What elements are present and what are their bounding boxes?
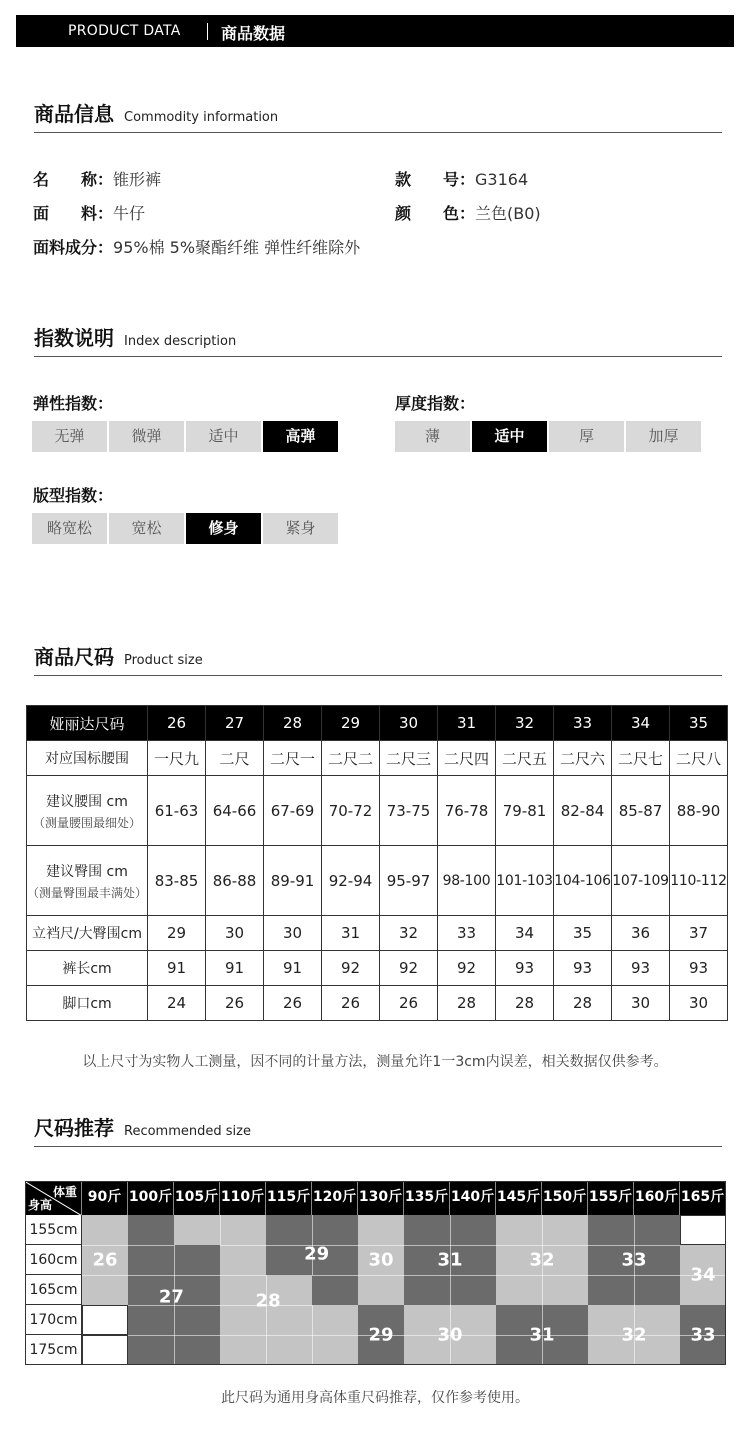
section-title-commodity-en: Commodity information — [124, 110, 279, 125]
grid-line — [542, 1215, 543, 1245]
fit-label: 版型指数： — [33, 486, 114, 505]
size-label: 27 — [158, 1286, 184, 1308]
corner-height-label: 身高 — [28, 1198, 53, 1212]
grid-cell — [266, 1215, 312, 1245]
size-label: 29 — [368, 1324, 394, 1346]
table-cell: 33 — [438, 916, 496, 951]
size-label: 26 — [92, 1249, 118, 1271]
size-header-cell: 29 — [322, 706, 380, 741]
size-header-cell: 30 — [380, 706, 438, 741]
table-cell: 31 — [322, 916, 380, 951]
table-cell: 28 — [496, 986, 554, 1021]
row-label-text: 建议臀围 cm — [46, 863, 128, 880]
info-color-value: 兰色(B0) — [475, 204, 541, 223]
grid-cell — [588, 1215, 634, 1245]
table-cell: 24 — [148, 986, 206, 1021]
weight-header: 105斤 — [174, 1181, 220, 1215]
size-label: 32 — [529, 1249, 555, 1271]
grid-cell — [312, 1305, 358, 1335]
row-label-note: （测量腰围最细处） — [32, 815, 141, 830]
grid-cell — [128, 1215, 174, 1245]
table-cell: 二尺七 — [612, 741, 670, 776]
grid-line — [634, 1215, 635, 1245]
table-row — [27, 741, 728, 776]
info-composition-key: 面料成分： — [33, 238, 114, 257]
section-divider — [34, 675, 722, 676]
grid-line — [542, 1275, 543, 1305]
table-cell: 92 — [438, 951, 496, 986]
grid-cell — [220, 1335, 266, 1365]
grid-cell — [312, 1275, 358, 1305]
row-label — [27, 986, 148, 1021]
height-header: 160cm — [25, 1245, 82, 1275]
table-cell: 26 — [322, 986, 380, 1021]
table-cell: 70-72 — [322, 776, 380, 846]
elasticity-label: 弹性指数： — [33, 394, 114, 413]
grid-cell — [496, 1275, 542, 1305]
grid-line — [450, 1215, 451, 1245]
table-cell: 30 — [206, 916, 264, 951]
size-label: 34 — [690, 1264, 716, 1286]
elasticity-scale — [32, 421, 338, 452]
grid-line — [358, 1245, 404, 1246]
grid-line — [358, 1275, 404, 1276]
info-style-no — [395, 167, 528, 190]
size-header-cell: 28 — [264, 706, 322, 741]
table-cell: 86-88 — [206, 846, 264, 916]
info-fabric — [33, 201, 145, 224]
weight-header: 165斤 — [680, 1181, 726, 1215]
recommend-footnote: 此尺码为通用身高体重尺码推荐，仅作参考使用。 — [221, 1390, 529, 1406]
weight-header: 110斤 — [220, 1181, 266, 1215]
table-cell: 82-84 — [554, 776, 612, 846]
fit-option: 修身 — [186, 513, 261, 544]
grid-line — [450, 1245, 496, 1246]
table-cell: 107-109 — [612, 846, 670, 916]
row-label-note: （测量臀围最丰满处） — [27, 885, 148, 900]
table-row — [27, 951, 728, 986]
table-cell: 35 — [554, 916, 612, 951]
table-cell: 79-81 — [496, 776, 554, 846]
grid-cell — [542, 1215, 588, 1245]
weight-header: 130斤 — [358, 1181, 404, 1215]
info-name-key: 名 称： — [33, 170, 114, 189]
table-cell: 34 — [496, 916, 554, 951]
size-label: 28 — [255, 1290, 281, 1312]
table-row — [27, 776, 728, 846]
size-label: 33 — [690, 1324, 716, 1346]
table-cell: 64-66 — [206, 776, 264, 846]
fit-option: 宽松 — [109, 513, 184, 544]
grid-cell — [358, 1275, 404, 1305]
info-style-value: G3164 — [475, 170, 529, 189]
table-cell: 一尺九 — [148, 741, 206, 776]
grid-cell — [450, 1275, 496, 1305]
row-label-text: 立裆尺/大臀围cm — [31, 926, 143, 942]
size-label: 30 — [437, 1324, 463, 1346]
row-label-text: 对应国标腰围 — [45, 751, 129, 767]
weight-header: 160斤 — [634, 1181, 680, 1215]
grid-line — [82, 1245, 128, 1246]
grid-cell — [82, 1215, 128, 1245]
grid-cell — [404, 1275, 450, 1305]
grid-line — [174, 1335, 175, 1365]
weight-header: 115斤 — [266, 1181, 312, 1215]
grid-cell — [542, 1275, 588, 1305]
table-cell: 二尺 — [206, 741, 264, 776]
thickness-option: 加厚 — [626, 421, 701, 452]
table-cell: 28 — [554, 986, 612, 1021]
elasticity-option: 微弹 — [109, 421, 184, 452]
table-cell: 29 — [148, 916, 206, 951]
grid-line — [542, 1275, 588, 1276]
grid-line — [496, 1245, 542, 1246]
section-divider — [34, 1146, 722, 1147]
grid-line — [266, 1335, 312, 1336]
fit-option: 紧身 — [263, 513, 338, 544]
grid-line — [312, 1275, 358, 1276]
table-cell: 110-112 — [670, 846, 728, 916]
table-cell: 93 — [612, 951, 670, 986]
thickness-option: 厚 — [549, 421, 624, 452]
grid-cell — [358, 1215, 404, 1245]
info-color — [395, 201, 541, 224]
thickness-option: 适中 — [472, 421, 547, 452]
thickness-label: 厚度指数： — [395, 394, 476, 413]
grid-cell — [174, 1245, 220, 1275]
weight-header: 120斤 — [312, 1181, 358, 1215]
table-cell: 92-94 — [322, 846, 380, 916]
table-cell: 92 — [322, 951, 380, 986]
row-label-text: 建议腰围 cm — [46, 793, 128, 810]
height-header: 165cm — [25, 1275, 82, 1305]
table-cell: 93 — [554, 951, 612, 986]
size-header-cell: 31 — [438, 706, 496, 741]
grid-line — [588, 1275, 634, 1276]
row-label — [27, 741, 148, 776]
grid-cell — [82, 1275, 128, 1305]
table-cell: 61-63 — [148, 776, 206, 846]
grid-cell — [680, 1215, 726, 1245]
size-table — [26, 705, 728, 1021]
table-cell: 30 — [670, 986, 728, 1021]
table-cell: 二尺四 — [438, 741, 496, 776]
grid-line — [404, 1275, 450, 1276]
banner-divider — [207, 23, 208, 40]
weight-header: 90斤 — [82, 1181, 128, 1215]
elasticity-option: 高弹 — [263, 421, 338, 452]
size-header-cell: 26 — [148, 706, 206, 741]
section-title-index-cn: 指数说明 — [34, 326, 114, 350]
weight-header: 145斤 — [496, 1181, 542, 1215]
grid-line — [220, 1275, 266, 1276]
grid-corner — [25, 1181, 82, 1215]
table-cell: 二尺八 — [670, 741, 728, 776]
table-cell: 67-69 — [264, 776, 322, 846]
table-cell: 89-91 — [264, 846, 322, 916]
grid-line — [128, 1335, 174, 1336]
size-header-label: 娅丽达尺码 — [27, 706, 148, 741]
section-title-recommend-cn: 尺码推荐 — [34, 1116, 114, 1140]
row-label-text: 裤长cm — [62, 961, 112, 977]
table-cell: 二尺二 — [322, 741, 380, 776]
grid-line — [174, 1335, 220, 1336]
grid-line — [128, 1275, 174, 1276]
table-row — [27, 916, 728, 951]
grid-cell — [174, 1215, 220, 1245]
elasticity-option: 无弹 — [32, 421, 107, 452]
grid-cell — [588, 1275, 634, 1305]
grid-cell — [82, 1335, 128, 1365]
row-label — [27, 916, 148, 951]
table-cell: 91 — [206, 951, 264, 986]
grid-line — [220, 1245, 266, 1246]
size-label: 31 — [437, 1249, 463, 1271]
section-divider — [34, 132, 722, 133]
table-cell: 85-87 — [612, 776, 670, 846]
table-cell: 30 — [264, 916, 322, 951]
section-title-size-cn: 商品尺码 — [34, 645, 114, 669]
table-cell: 91 — [264, 951, 322, 986]
thickness-scale — [395, 421, 701, 452]
height-header: 155cm — [25, 1215, 82, 1245]
grid-line — [174, 1275, 220, 1276]
table-cell: 30 — [612, 986, 670, 1021]
size-label: 33 — [621, 1249, 647, 1271]
elasticity-option: 适中 — [186, 421, 261, 452]
table-cell: 36 — [612, 916, 670, 951]
info-composition-value: 95%棉 5%聚酯纤维 弹性纤维除外 — [113, 238, 361, 257]
section-title-commodity — [34, 98, 278, 127]
table-cell: 101-103 — [496, 846, 554, 916]
table-cell: 26 — [380, 986, 438, 1021]
table-cell: 91 — [148, 951, 206, 986]
weight-header: 135斤 — [404, 1181, 450, 1215]
table-cell: 二尺六 — [554, 741, 612, 776]
table-cell: 26 — [206, 986, 264, 1021]
table-cell: 二尺一 — [264, 741, 322, 776]
grid-cell — [174, 1335, 220, 1365]
table-cell: 92 — [380, 951, 438, 986]
info-name-value: 锥形裤 — [113, 170, 162, 189]
grid-cell — [220, 1215, 266, 1245]
top-banner — [16, 15, 734, 47]
section-title-recommend-en: Recommended size — [124, 1124, 251, 1139]
table-cell: 104-106 — [554, 846, 612, 916]
height-header: 175cm — [25, 1335, 82, 1365]
section-title-index — [34, 322, 236, 351]
grid-cell — [128, 1305, 174, 1335]
height-header: 170cm — [25, 1305, 82, 1335]
grid-cell — [312, 1335, 358, 1365]
table-cell: 76-78 — [438, 776, 496, 846]
grid-cell — [450, 1215, 496, 1245]
grid-line — [82, 1275, 128, 1276]
grid-line — [312, 1335, 313, 1365]
size-header-cell: 32 — [496, 706, 554, 741]
table-cell: 95-97 — [380, 846, 438, 916]
grid-cell — [496, 1215, 542, 1245]
row-label — [27, 776, 148, 846]
grid-cell — [174, 1305, 220, 1335]
table-cell: 98-100 — [438, 846, 496, 916]
section-divider — [34, 356, 722, 357]
info-color-key: 颜 色： — [395, 204, 476, 223]
grid-cell — [128, 1335, 174, 1365]
size-label: 30 — [368, 1249, 394, 1271]
weight-header: 140斤 — [450, 1181, 496, 1215]
section-title-recommend — [34, 1112, 251, 1141]
table-cell: 73-75 — [380, 776, 438, 846]
grid-line — [128, 1245, 174, 1246]
section-title-commodity-cn: 商品信息 — [34, 102, 114, 126]
section-title-index-en: Index description — [124, 334, 237, 349]
row-label-text: 脚口cm — [62, 996, 112, 1012]
grid-cell — [220, 1245, 266, 1275]
grid-line — [450, 1275, 496, 1276]
corner-weight-label: 体重 — [52, 1185, 77, 1199]
section-title-size-en: Product size — [124, 653, 203, 668]
size-label: 32 — [621, 1324, 647, 1346]
grid-cell — [82, 1305, 128, 1335]
table-cell: 93 — [670, 951, 728, 986]
table-cell: 37 — [670, 916, 728, 951]
grid-line — [588, 1245, 634, 1246]
thickness-option: 薄 — [395, 421, 470, 452]
table-cell: 26 — [264, 986, 322, 1021]
grid-line — [220, 1215, 221, 1245]
info-fabric-value: 牛仔 — [113, 204, 146, 223]
size-header-cell: 33 — [554, 706, 612, 741]
grid-line — [634, 1275, 680, 1276]
size-footnote: 以上尺寸为实物人工测量，因不同的计量方法，测量允许1一3cm内误差，相关数据仅供参考。 — [82, 1054, 668, 1070]
info-composition — [33, 235, 360, 258]
grid-line — [312, 1215, 313, 1245]
grid-cell — [266, 1335, 312, 1365]
grid-cell — [312, 1215, 358, 1245]
table-row — [27, 846, 728, 916]
size-header-row — [27, 706, 728, 741]
grid-line — [174, 1305, 175, 1335]
table-cell: 93 — [496, 951, 554, 986]
info-style-key: 款 号： — [395, 170, 476, 189]
table-row — [27, 986, 728, 1021]
grid-line — [634, 1275, 635, 1305]
grid-line — [404, 1245, 450, 1246]
row-label — [27, 951, 148, 986]
weight-header: 100斤 — [128, 1181, 174, 1215]
info-fabric-key: 面 料： — [33, 204, 114, 223]
banner-title-en: PRODUCT DATA — [68, 23, 181, 39]
size-label: 31 — [529, 1324, 555, 1346]
table-cell: 32 — [380, 916, 438, 951]
grid-line — [220, 1335, 266, 1336]
size-header-cell: 34 — [612, 706, 670, 741]
info-name — [33, 167, 161, 190]
grid-cell — [404, 1215, 450, 1245]
table-cell: 二尺五 — [496, 741, 554, 776]
table-cell: 88-90 — [670, 776, 728, 846]
grid-line — [542, 1245, 588, 1246]
grid-line — [312, 1305, 313, 1335]
table-cell: 二尺三 — [380, 741, 438, 776]
grid-line — [634, 1245, 680, 1246]
table-cell: 83-85 — [148, 846, 206, 916]
table-cell: 28 — [438, 986, 496, 1021]
size-recommend-grid — [25, 1181, 726, 1364]
grid-line — [496, 1275, 542, 1276]
weight-header: 155斤 — [588, 1181, 634, 1215]
grid-cell — [634, 1215, 680, 1245]
grid-line — [266, 1335, 267, 1365]
size-header-cell: 35 — [670, 706, 728, 741]
size-header-cell: 27 — [206, 706, 264, 741]
grid-cell — [128, 1245, 174, 1275]
grid-cell — [634, 1275, 680, 1305]
fit-scale — [32, 513, 338, 544]
weight-header: 150斤 — [542, 1181, 588, 1215]
grid-line — [312, 1335, 358, 1336]
grid-line — [450, 1275, 451, 1305]
banner-title-cn: 商品数据 — [221, 24, 286, 43]
grid-line — [174, 1245, 175, 1275]
size-label: 29 — [304, 1243, 330, 1265]
row-label — [27, 846, 148, 916]
section-title-size — [34, 641, 203, 670]
fit-option: 略宽松 — [32, 513, 107, 544]
